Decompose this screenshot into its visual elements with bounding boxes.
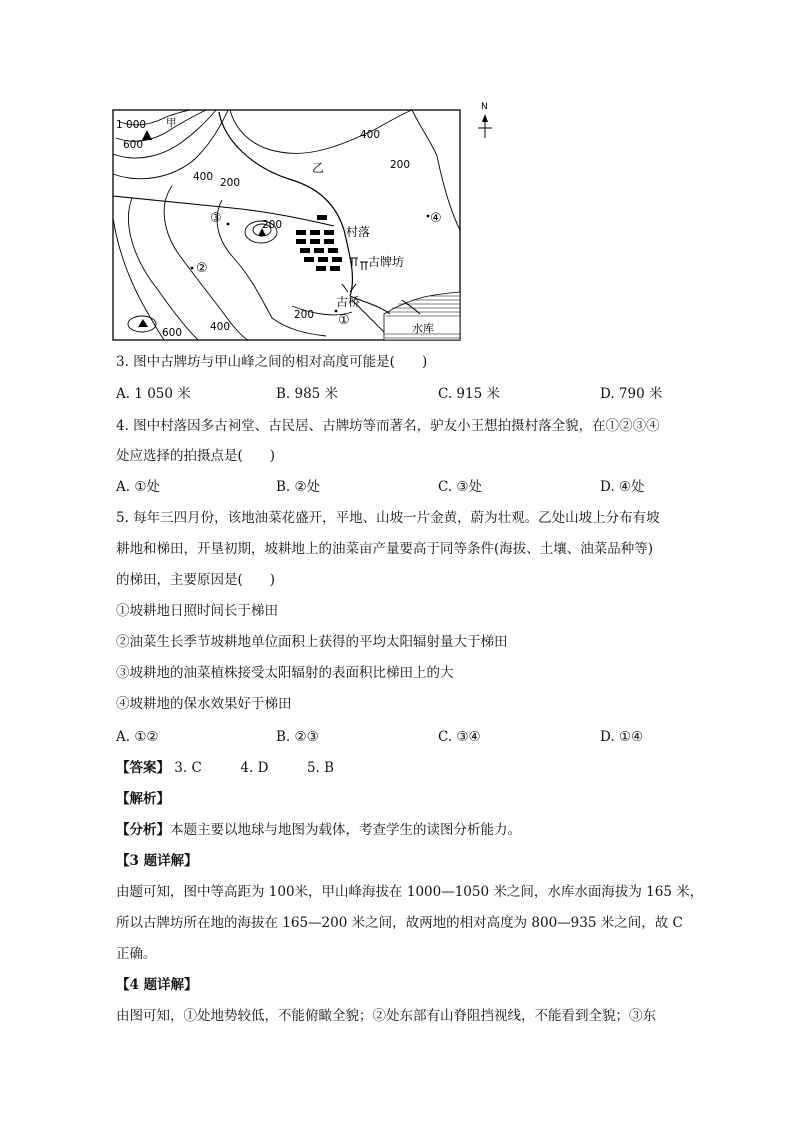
contour-label-400-left: 400 bbox=[193, 171, 214, 183]
detail-4-heading: 【4 题详解】 bbox=[116, 977, 198, 993]
north-label: N bbox=[481, 102, 488, 112]
point-2-dot bbox=[191, 267, 194, 270]
contour-label-600-bottom: 600 bbox=[162, 327, 183, 339]
analysis-heading: 【解析】 bbox=[116, 791, 170, 807]
q3-option-c: C. 915 米 bbox=[438, 386, 500, 402]
label-point-1: ① bbox=[338, 313, 350, 328]
q5-stem-line2: 耕地和梯田，开垦初期，坡耕地上的油菜亩产量要高于同等条件(海拔、土壤、油菜品种等) bbox=[116, 541, 654, 557]
label-point-3: ③ bbox=[210, 211, 222, 226]
q5-option-a: A. ①② bbox=[116, 729, 159, 745]
q5-statement-4: ④坡耕地的保水效果好于梯田 bbox=[116, 696, 292, 712]
q5-statement-2: ②油菜生长季节坡耕地单位面积上获得的平均太阳辐射量大于梯田 bbox=[116, 634, 508, 650]
label-yi: 乙 bbox=[312, 161, 325, 175]
fenxi-text: 本题主要以地球与地图为载体，考查学生的读图分析能力。 bbox=[170, 822, 521, 838]
label-point-4: ④ bbox=[430, 211, 442, 226]
contour-label-600-left: 600 bbox=[123, 139, 144, 151]
q3-option-b: B. 985 米 bbox=[276, 386, 339, 402]
label-archway: 古牌坊 bbox=[368, 255, 405, 269]
contour-label-400-top: 400 bbox=[360, 129, 381, 141]
label-point-2: ② bbox=[196, 261, 208, 276]
q4-option-c: C. ③处 bbox=[438, 479, 483, 495]
detail-3-line2: 所以古牌坊所在地的海拔在 165—200 米之间，故两地的相对高度为 800—935 米之间，故 C bbox=[116, 915, 683, 931]
answer-item-3: 3. C bbox=[174, 760, 202, 776]
fenxi-label: 【分析】 bbox=[116, 822, 170, 838]
q4-option-a: A. ①处 bbox=[116, 479, 160, 495]
label-bridge: 古桥 bbox=[336, 295, 361, 309]
q4-option-b: B. ②处 bbox=[276, 479, 321, 495]
contour-map bbox=[112, 100, 498, 342]
q5-stem-line1: 5. 每年三四月份，该地油菜花盛开，平地、山坡一片金黄，蔚为壮观。乙处山坡上分布有坡 bbox=[116, 510, 660, 526]
q4-stem-line2: 处应选择的拍摄点是( ) bbox=[116, 448, 276, 464]
q3-option-d: D. 790 米 bbox=[600, 386, 663, 402]
fenxi-line bbox=[116, 820, 521, 840]
peak-elevation-label: 1 000 bbox=[116, 119, 147, 131]
detail-3-line3: 正确。 bbox=[116, 946, 157, 962]
contour-label-400-bottom: 400 bbox=[210, 321, 231, 333]
q5-option-b: B. ②③ bbox=[276, 729, 319, 745]
answer-item-5: 5. B bbox=[307, 760, 335, 776]
contour-label-200-bottom: 200 bbox=[294, 309, 315, 321]
label-reservoir: 水库 bbox=[412, 322, 434, 335]
detail-4-line1: 由图可知，①处地势较低，不能俯瞰全貌；②处东部有山脊阻挡视线，不能看到全貌；③东 bbox=[116, 1008, 656, 1024]
contour-label-200-left: 200 bbox=[220, 177, 241, 189]
north-arrow bbox=[478, 114, 492, 138]
q5-option-c: C. ③④ bbox=[438, 729, 481, 745]
peak-name-label: 甲 bbox=[166, 117, 177, 129]
q4-stem-line1: 4. 图中村落因多古祠堂、古民居、古牌坊等而著名，驴友小王想拍摄村落全貌，在①②③④ bbox=[116, 418, 660, 434]
q5-statement-3: ③坡耕地的油菜植株接受太阳辐射的表面积比梯田上的大 bbox=[116, 665, 454, 681]
answer-item-4: 4. D bbox=[240, 760, 269, 776]
q5-statement-1: ①坡耕地日照时间长于梯田 bbox=[116, 603, 278, 619]
answer-label: 【答案】 bbox=[116, 760, 170, 776]
q4-option-d: D. ④处 bbox=[600, 479, 645, 495]
q5-option-d: D. ①④ bbox=[600, 729, 644, 745]
detail-3-heading: 【3 题详解】 bbox=[116, 853, 198, 869]
contour-label-200-right: 200 bbox=[390, 159, 411, 171]
q5-stem-line3: 的梯田，主要原因是( ) bbox=[116, 572, 276, 588]
label-village: 村落 bbox=[346, 225, 371, 239]
point-3-dot bbox=[227, 223, 230, 226]
q3-option-a: A. 1 050 米 bbox=[116, 386, 191, 402]
q3-stem: 3. 图中古牌坊与甲山峰之间的相对高度可能是( ) bbox=[116, 354, 428, 370]
point-4-dot bbox=[427, 215, 430, 218]
answer-line bbox=[116, 758, 334, 778]
point-1-dot bbox=[335, 310, 338, 313]
contour-label-200-hill: 200 bbox=[262, 219, 283, 231]
detail-3-line1: 由题可知，图中等高距为 100米，甲山峰海拔在 1000—1050 米之间，水库水面海拔为 165 米， bbox=[116, 884, 704, 900]
